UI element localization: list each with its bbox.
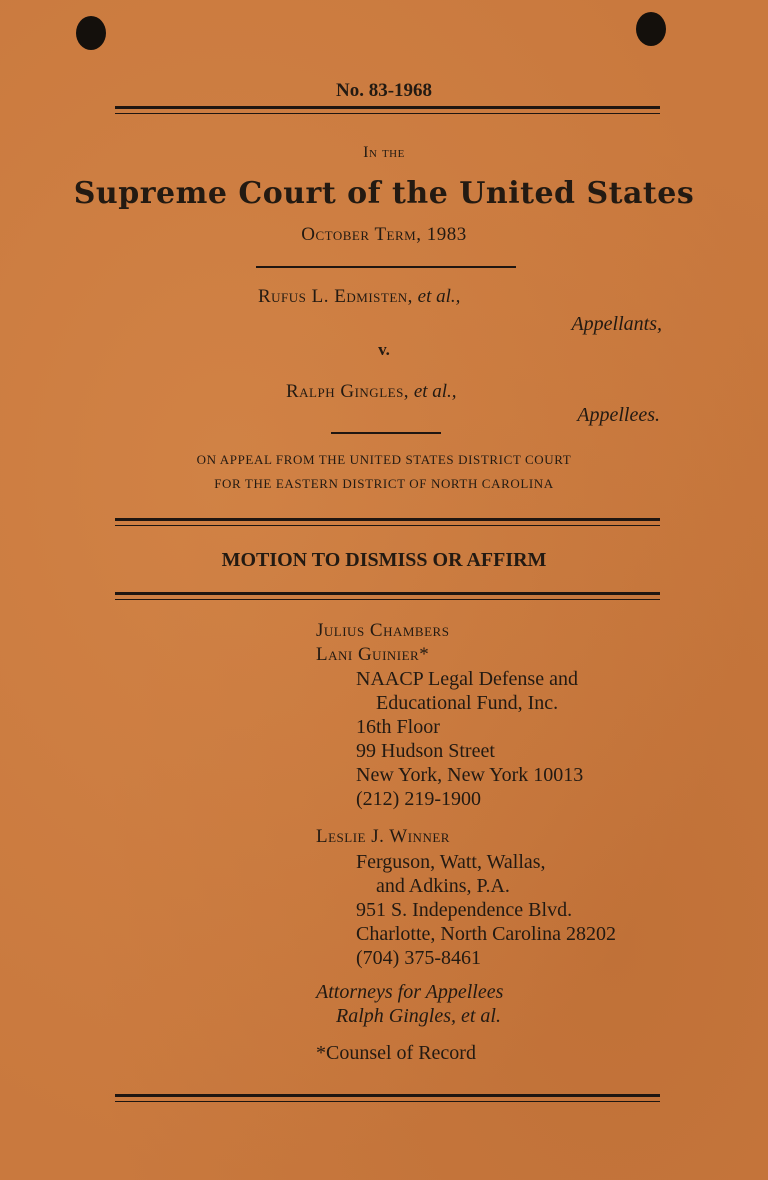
caption-rule — [256, 266, 516, 268]
in-the-caption: In the — [363, 144, 405, 161]
versus: v. — [378, 340, 390, 359]
address-4: 951 S. Independence Blvd. — [356, 899, 573, 921]
attorneys-line-2: Ralph Gingles, et al. — [336, 1005, 501, 1027]
motion-rule-top — [115, 518, 660, 521]
punch-hole-right — [636, 12, 666, 46]
term: October Term, 1983 — [301, 224, 467, 245]
motion-rule-bottom-thin — [115, 599, 660, 600]
appeal-line-1: ON APPEAL FROM THE UNITED STATES DISTRICT COURT — [196, 452, 572, 467]
phone-2: (704) 375-8461 — [356, 947, 481, 969]
record-note: *Counsel of Record — [316, 1042, 476, 1064]
appellee-line — [286, 381, 457, 403]
parties-rule — [331, 432, 441, 434]
counsel-name-3: Leslie J. Winner — [316, 826, 450, 847]
appeal-line-2: FOR THE EASTERN DISTRICT OF NORTH CAROLINA — [214, 476, 554, 491]
counsel-name-2: Lani Guinier* — [316, 644, 430, 665]
org1-line-1: NAACP Legal Defense and — [356, 668, 578, 690]
bottom-rule — [115, 1094, 660, 1097]
appellee-etal: et al., — [413, 381, 457, 402]
counsel-name-1: Julius Chambers — [316, 620, 450, 641]
org2-line-1: Ferguson, Watt, Wallas, — [356, 851, 546, 873]
appellant-name: Rufus L. Edmisten, — [258, 286, 413, 307]
punch-hole-left — [76, 16, 106, 50]
address-5: Charlotte, North Carolina 28202 — [356, 923, 616, 945]
motion-rule-bottom — [115, 592, 660, 595]
motion-rule-top-thin — [115, 525, 660, 526]
org2-line-2: and Adkins, P.A. — [376, 875, 510, 897]
motion-title: MOTION TO DISMISS OR AFFIRM — [221, 549, 547, 571]
top-rule — [115, 106, 660, 109]
court-name: Supreme Court of the United States — [73, 176, 695, 211]
address-1: 16th Floor — [356, 716, 440, 738]
top-rule-thin — [115, 113, 660, 114]
phone-1: (212) 219-1900 — [356, 788, 481, 810]
appellants-label: Appellants, — [571, 313, 662, 335]
appellant-line — [258, 286, 460, 308]
appellees-label: Appellees. — [577, 404, 660, 426]
bottom-rule-thin — [115, 1101, 660, 1102]
address-2: 99 Hudson Street — [356, 740, 495, 762]
docket-number: No. 83-1968 — [335, 80, 433, 101]
attorneys-line-1: Attorneys for Appellees — [316, 981, 504, 1003]
appellant-etal: et al., — [417, 286, 461, 307]
org1-line-2: Educational Fund, Inc. — [376, 692, 559, 714]
address-3: New York, New York 10013 — [356, 764, 584, 786]
appellee-name: Ralph Gingles, — [286, 381, 410, 402]
